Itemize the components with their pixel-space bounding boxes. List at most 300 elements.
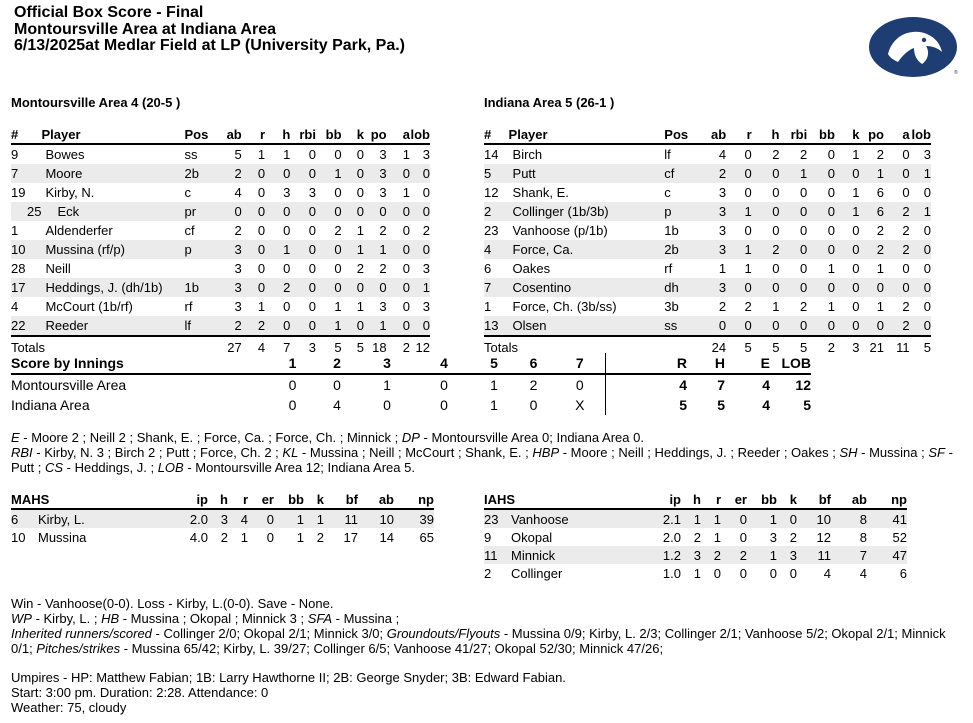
stat-cell: 1 [402,185,410,200]
stat-cell: 0 [779,202,807,221]
batter-row [11,144,430,164]
stat-cell: 0 [387,240,410,259]
stat-cell: 10 [797,509,831,528]
stat-cell: 1 [910,202,931,221]
stat-cell: 0 [902,185,910,200]
stat-cell: 1.2 [643,546,681,564]
stat-cell: 2 [859,240,884,259]
pitcher-row [11,509,434,528]
stat-cell: 1 [910,164,931,183]
stat-cell: 4 [234,185,242,200]
stat-cell: 0 [772,223,780,238]
column-header: # [11,125,41,144]
stat-cell: 1 [364,240,387,259]
team-total: 12 [795,377,811,393]
stat-cell: 11 [324,509,358,528]
player-name: Kirby, N. [45,185,95,200]
stat-cell: 0 [265,316,290,336]
stat-cell: 0 [402,299,410,314]
stat-cell: 0 [752,202,780,221]
team-total: 4 [762,377,770,393]
stat-cell: 1 [876,261,884,276]
stat-cell: 0 [387,164,410,183]
pitcher-name: Minnick [509,546,643,564]
inning-score: 0 [288,397,297,413]
errors-line: E - Moore 2 ; Neill 2 ; Shank, E. ; Force, Ca. ; Force, Ch. ; Minnick ; DP - Montoursville Area 0; Indiana Area 0. [11,430,644,445]
column-header: ip [643,490,681,509]
stat-cell: 2 [744,299,752,314]
player-name: Oakes [512,261,551,276]
stat-cell: 1 [827,261,835,276]
stat-cell: 5 [234,147,242,162]
stat-cell: 2 [693,529,701,545]
stat-cell: 2b [185,164,213,183]
stat-cell: rf [664,261,673,276]
column-header: er [721,490,747,509]
stat-cell: 0 [726,316,752,336]
stat-cell: 3 [422,261,430,276]
stat-cell: 0 [807,202,835,221]
team-line-score [11,395,811,415]
stat-cell: 0 [859,278,884,297]
stat-cell: 0 [807,278,835,297]
stat-cell: 0 [827,185,835,200]
player-name: Eck [41,202,184,221]
pitching-header-row [11,490,434,509]
stat-cell: 0 [308,299,316,314]
batting-header-row [484,125,931,144]
column-header: po [859,125,884,144]
stat-cell: 0 [334,147,342,162]
total-cell: 5 [923,339,931,355]
inning-header: 5 [476,353,512,374]
batter-row [11,316,430,336]
column-header: k [777,490,797,509]
stat-cell: 2 [316,529,324,545]
stat-cell: 0 [752,316,780,336]
batter-row [484,221,931,240]
column-header: ab [212,125,241,144]
stat-cell: dh [664,278,694,297]
stat-cell: 2 [701,546,721,564]
total-cell: 5 [799,339,808,355]
totals-label: Totals [484,339,518,355]
stat-cell: 0 [410,316,430,336]
stat-cell: 0 [884,164,910,183]
pitcher-row [484,564,907,582]
stat-cell: 3 [777,546,797,564]
innings-body [11,374,811,415]
total-header: LOB [770,353,811,374]
pitching-body [484,509,907,582]
inning-score: 1 [490,377,498,393]
total-cell: 12 [415,339,430,355]
total-cell: 5 [356,339,364,355]
stat-cell: 3 [234,299,242,314]
column-header: r [242,125,265,144]
total-cell: 21 [869,339,884,355]
stat-cell: 0 [257,185,266,200]
total-header: H [687,353,725,374]
stat-cell: 0 [308,223,316,238]
penn-state-logo [868,16,958,78]
stat-cell: 5 [484,164,509,183]
stat-cell: 2b [664,240,694,259]
stat-cell: 41 [867,509,907,528]
stat-cell: 0 [290,164,316,183]
stat-cell: 0 [752,164,780,183]
away-pitching-table [11,490,434,546]
stat-cell: 3 [718,223,727,238]
column-header: bb [316,125,342,144]
inning-score: 1 [490,397,498,413]
stat-cell: lf [185,316,213,336]
stat-cell: 0 [316,278,342,297]
stat-cell: 52 [892,529,907,545]
stat-cell: 2 [484,202,509,221]
stat-cell: 0 [334,185,342,200]
stat-cell: 0 [308,261,316,276]
player-name: Mussina (rf/p) [41,240,184,259]
stat-cell: 2 [752,240,780,259]
stat-cell: 0 [744,147,752,162]
batting-header-row [11,125,430,144]
player-name: Moore [41,164,184,183]
pitcher-row [11,528,434,546]
stat-cell: 9 [484,529,492,545]
stat-cell: 0 [772,261,780,276]
stat-cell: 0 [884,278,910,297]
player-name: Neill [45,261,71,276]
batter-row [484,183,931,202]
matchup-line: Montoursville Area at Indiana Area [14,20,276,38]
total-cell: 27 [227,339,242,355]
stat-cell: 2 [799,299,808,314]
stat-cell: 0 [410,240,430,259]
stat-cell: 0 [242,240,265,259]
stat-cell: 1b [664,223,679,238]
stat-cell: 1 [283,147,291,162]
stat-cell: 3 [379,299,387,314]
stat-cell: 2.0 [662,529,681,545]
stat-cell: 1 [726,240,752,259]
stat-cell: 0 [726,278,752,297]
stat-cell: cf [184,223,195,238]
home-pitching-table [484,490,907,582]
stat-cell: 1 [274,509,304,528]
stat-cell: 0 [402,261,410,276]
stat-cell: 1 [296,529,304,545]
stat-cell: 3 [422,299,430,314]
stat-cell: 3 [681,546,701,564]
pitching-body [11,509,434,546]
column-header: h [752,125,780,144]
stat-cell: 3 [208,509,228,528]
batter-row [484,164,931,183]
stat-cell: 1 [835,202,860,221]
stat-cell: 12 [816,529,831,545]
stat-cell: lf [664,147,671,162]
batting-body [484,144,931,357]
player-name: Force, Ch. (3b/ss) [512,299,617,314]
player-name: Aldenderfer [45,223,113,238]
inning-header: 6 [512,353,555,374]
stat-cell: 1 [681,509,701,528]
stat-cell: 2 [876,223,884,238]
stat-cell: 2 [902,299,910,314]
stat-cell: 1 [772,299,780,314]
stat-cell: 0 [212,202,241,221]
stat-cell: 2 [876,147,884,162]
total-cell: 2 [827,339,835,355]
stat-cell: 0 [410,202,430,221]
batter-row [484,144,931,164]
stat-cell: 1 [744,261,752,276]
inherited-runners-line: Inherited runners/scored - Collinger 2/0; Okopal 2/1; Minnick 3/0; Groundouts/Flyouts - Mussina 0/9; Kirby, L. 2/3; Collinger 2/1; Vanhoose 5/2; Okopal 2/1; Minnick 0/1; Pitches/strikes - Mussina 65/42; Kirby, L. 39/27; Collinger 6/5; Vanhoose 41/27; Okopal 52/30; Minnick 47/26; [11,626,946,656]
stat-cell: 1 [827,299,835,314]
stat-cell: 0 [283,299,291,314]
stat-cell: 0 [316,240,342,259]
column-header: Pos [185,125,213,144]
stat-cell: 0 [859,316,884,336]
stat-cell: 6 [11,509,36,528]
stat-cell: 3 [694,278,726,297]
stat-cell: 0 [342,316,364,336]
stat-cell: 4 [859,565,867,581]
stat-cell: 2 [220,529,228,545]
stat-cell: 1 [316,164,342,183]
stat-cell: 8 [831,509,867,528]
column-header: # [484,125,509,144]
stat-cell: 2.0 [170,509,208,528]
stat-cell: 0 [799,223,808,238]
pitcher-row [484,528,907,546]
team-total: 5 [803,397,811,413]
inning-score: 0 [288,377,297,393]
player-name: Vanhoose (p/1b) [512,223,608,238]
player-name: Reeder [41,316,184,336]
total-cell: 2 [402,339,410,355]
pitching-notes [11,596,961,656]
stat-cell: 1 [342,240,364,259]
stat-cell: 0 [334,261,342,276]
inning-score: 0 [440,397,448,413]
total-cell: 3 [308,339,316,355]
stat-cell: 3 [212,278,241,297]
inning-score: 0 [333,377,341,393]
stat-cell: 0 [713,565,721,581]
stat-cell: 6 [859,202,884,221]
stat-cell: 1 [852,185,860,200]
stat-cell: 65 [419,529,434,545]
batter-row [11,297,430,316]
stat-cell: 3 [718,185,727,200]
stat-cell: c [664,185,671,200]
stat-cell: rf [184,299,193,314]
decisions-line: Win - Vanhoose(0-0). Loss - Kirby, L.(0-0). Save - None. [11,596,334,611]
team-total: 5 [717,397,725,413]
wp-line: WP - Kirby, L. ; HB - Mussina ; Okopal ; Minnick 3 ; SFA - Mussina ; [11,611,400,626]
stat-cell: 0 [835,316,860,336]
stat-cell: 0 [835,164,860,183]
team-line-score [11,374,811,395]
stat-cell: 0 [902,261,910,276]
home-batting-table [484,125,931,357]
date-venue-line: 6/13/2025at Medlar Field at LP (University Park, Pa.) [14,37,405,54]
stat-cell: 0 [739,529,747,545]
stat-cell: 7 [11,164,41,183]
batter-row [484,297,931,316]
stat-cell: 4.0 [189,529,208,545]
stat-cell: 47 [867,546,907,564]
inning-score: X [555,395,605,415]
stat-cell: 2 [334,223,342,238]
stat-cell: 0 [726,164,752,183]
team-name: Montoursville Area [11,377,127,393]
score-by-innings-table [11,353,811,415]
stat-cell: 6 [876,185,884,200]
column-header: h [208,490,228,509]
stat-cell: p [664,202,694,221]
pitcher-name: Kirby, L. [36,509,170,528]
svg-text:®: ® [954,70,958,76]
pitcher-row [484,509,907,528]
stat-cell: 0 [835,240,860,259]
totals-label: Totals [11,339,45,355]
stat-cell: 1 [713,529,721,545]
stat-cell: 25 [11,202,41,221]
stat-cell: 3 [694,240,726,259]
stat-cell: 17 [11,278,41,297]
inning-score: 0 [440,377,448,393]
pitcher-name: Vanhoose [509,509,643,528]
stat-cell: 3 [379,185,387,200]
player-name: Olsen [509,316,665,336]
stat-cell [185,259,213,278]
player-name: Birch [512,147,543,162]
inning-header: 2 [312,353,362,374]
batting-notes [11,430,961,475]
stat-cell: 4 [11,299,19,314]
stat-cell: 19 [11,185,26,200]
batter-row [11,183,430,202]
batter-row [11,278,430,297]
weather-line: Weather: 75, cloudy [11,700,127,715]
pitcher-name: Collinger [511,565,563,581]
stat-cell: 3 [422,147,430,162]
stat-cell: 0 [744,185,752,200]
stat-cell: 0 [923,299,931,314]
column-header: lob [410,125,430,144]
column-header: k [304,490,324,509]
player-name: Force, Ca. [509,240,665,259]
column-header: bf [797,490,831,509]
stat-cell: 2 [789,529,797,545]
stat-cell: 2 [356,261,364,276]
stat-cell: 0 [402,223,410,238]
total-cell: 11 [896,339,910,355]
total-cell: 7 [283,339,291,355]
stat-cell: 1 [747,509,777,528]
stat-cell: 39 [394,509,434,528]
column-header: np [867,490,907,509]
stat-cell: 0 [923,261,931,276]
stat-cell: 1 [859,164,884,183]
stat-cell: 3 [923,147,931,162]
pitcher-row [484,546,907,564]
stat-cell: 1 [410,278,430,297]
stat-cell: 1 [876,299,884,314]
stat-cell: 0 [852,261,860,276]
player-name: Heddings, J. (dh/1b) [41,278,184,297]
stat-cell: 28 [11,261,26,276]
inning-header: 7 [555,353,605,374]
batter-row [484,316,931,336]
stat-cell: 2 [799,147,808,162]
stat-cell: 3 [308,185,316,200]
stat-cell: 4 [228,509,248,528]
stat-cell: 0 [799,261,808,276]
stat-cell: 2 [718,299,727,314]
stat-cell: 1 [402,147,410,162]
stat-cell: 0 [752,278,780,297]
total-cell: 3 [852,339,860,355]
stat-cell: 1 [747,546,777,564]
stat-cell: 22 [11,316,41,336]
stat-cell: p [185,240,213,259]
stat-cell: 1.0 [662,565,681,581]
column-header: bb [274,490,304,509]
stat-cell: 0 [356,147,364,162]
stat-cell: 0 [772,185,780,200]
stat-cell: 2 [265,278,290,297]
stat-cell: 1 [240,529,248,545]
stat-cell: 0 [242,164,265,183]
stat-cell: 2 [772,147,780,162]
stat-cell: 0 [902,147,910,162]
umpires-line: Umpires - HP: Matthew Fabian; 1B: Larry Hawthorne II; 2B: George Snyder; 3B: Edward Fabian. [11,670,566,685]
stat-cell: 10 [11,240,41,259]
column-header: k [342,125,364,144]
stat-cell: 4 [718,147,727,162]
player-name: Bowes [45,147,85,162]
inning-score: 1 [383,377,391,393]
stat-cell: 0 [910,278,931,297]
stat-cell: 3 [283,185,291,200]
stat-cell: 0 [387,316,410,336]
column-header: r [701,490,721,509]
rbi-line: RBI - Kirby, N. 3 ; Birch 2 ; Putt ; Force, Ch. 2 ; KL - Mussina ; Neill ; McCourt ; Shank, E. ; HBP - Moore ; Neill ; Heddings, J. ; Reeder ; Oakes ; SH - Mussina ; SF - Putt ; CS - Heddings, J. ; LOB - Montoursville Area 12; Indiana Area 5. [11,445,953,475]
stat-cell: 1 [265,240,290,259]
total-cell: 24 [711,339,727,355]
pitching-team-title: IAHS [484,490,643,509]
game-info [11,670,961,715]
stat-cell: 0 [364,202,387,221]
stat-cell: 0 [807,164,835,183]
column-header: ip [170,490,208,509]
stat-cell: 1 [257,147,266,162]
stat-cell: 2 [884,240,910,259]
stat-cell: 7 [484,278,509,297]
stat-cell: 3 [379,147,387,162]
inning-header: 4 [412,353,476,374]
pitcher-name: Mussina [38,529,87,545]
start-line: Start: 3:00 pm. Duration: 2:28. Attendance: 0 [11,685,269,700]
stat-cell: 0 [789,565,797,581]
inning-score: 0 [383,397,391,413]
total-header: R [605,353,687,374]
stat-cell: 0 [387,202,410,221]
